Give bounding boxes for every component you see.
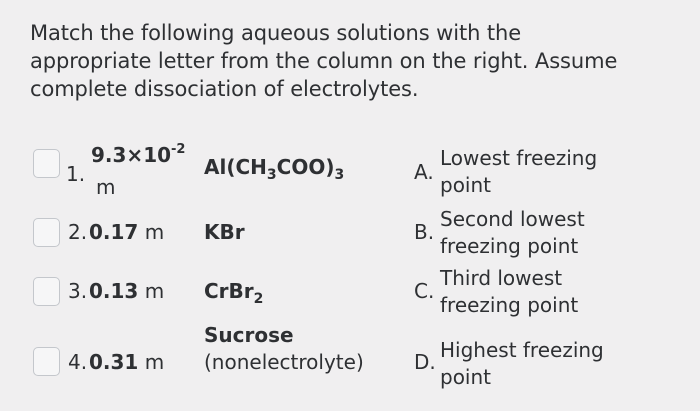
option-b-line1: Second lowest (440, 207, 585, 231)
question-line: Match the following aqueous solutions with the (30, 21, 522, 45)
item-2-checkbox[interactable] (33, 218, 60, 247)
item-3-concentration (89, 279, 164, 303)
item-2-unit: m (144, 220, 165, 244)
solute-subscript: 3 (266, 167, 277, 183)
item-4-solute-name: Sucrose (204, 323, 294, 347)
option-b-letter: B. (414, 220, 435, 244)
item-4-solute-note: (nonelectrolyte) (204, 350, 364, 374)
item-4-checkbox[interactable] (33, 347, 60, 376)
item-4-unit: m (144, 350, 165, 374)
solute-subscript: 2 (253, 291, 264, 307)
item-4-concentration (89, 350, 164, 374)
option-a-line1: Lowest freezing (440, 146, 598, 170)
option-c-letter: C. (414, 279, 435, 303)
option-a-line2: point (440, 173, 492, 197)
item-2-number: 2. (68, 220, 88, 244)
question-line: complete dissociation of electrolytes. (30, 77, 419, 101)
solute-part: CrBr (204, 279, 254, 303)
solute-subscript: 3 (334, 167, 345, 183)
item-2-concentration (89, 220, 164, 244)
item-1-concentration (91, 143, 185, 167)
option-d-line1: Highest freezing (440, 338, 604, 362)
item-1-concentration-value: 9.3×10 (91, 143, 172, 167)
item-4-concentration-value: 0.31 (89, 350, 139, 374)
option-a-letter: A. (414, 160, 434, 184)
solute-part: Al(CH (204, 155, 267, 179)
item-3-number: 3. (68, 279, 88, 303)
item-3-unit: m (144, 279, 165, 303)
option-d-line2: point (440, 365, 492, 389)
item-1-concentration-exponent: -2 (171, 142, 186, 157)
item-3-solute (204, 279, 264, 307)
option-b-line2: freezing point (440, 234, 579, 258)
option-c-line2: freezing point (440, 293, 579, 317)
item-2-concentration-value: 0.17 (89, 220, 139, 244)
question-line: appropriate letter from the column on the right. Assume (30, 49, 618, 73)
item-1-number: 1. (66, 162, 86, 186)
item-4-number: 4. (68, 350, 88, 374)
item-3-concentration-value: 0.13 (89, 279, 139, 303)
option-d-letter: D. (414, 350, 436, 374)
item-1-unit: m (96, 175, 116, 199)
solute-part: COO) (276, 155, 335, 179)
item-1-solute (204, 155, 345, 183)
item-3-checkbox[interactable] (33, 277, 60, 306)
item-2-solute: KBr (204, 220, 245, 244)
question-text (30, 19, 660, 103)
item-1-checkbox[interactable] (33, 149, 60, 178)
option-c-line1: Third lowest (440, 266, 563, 290)
